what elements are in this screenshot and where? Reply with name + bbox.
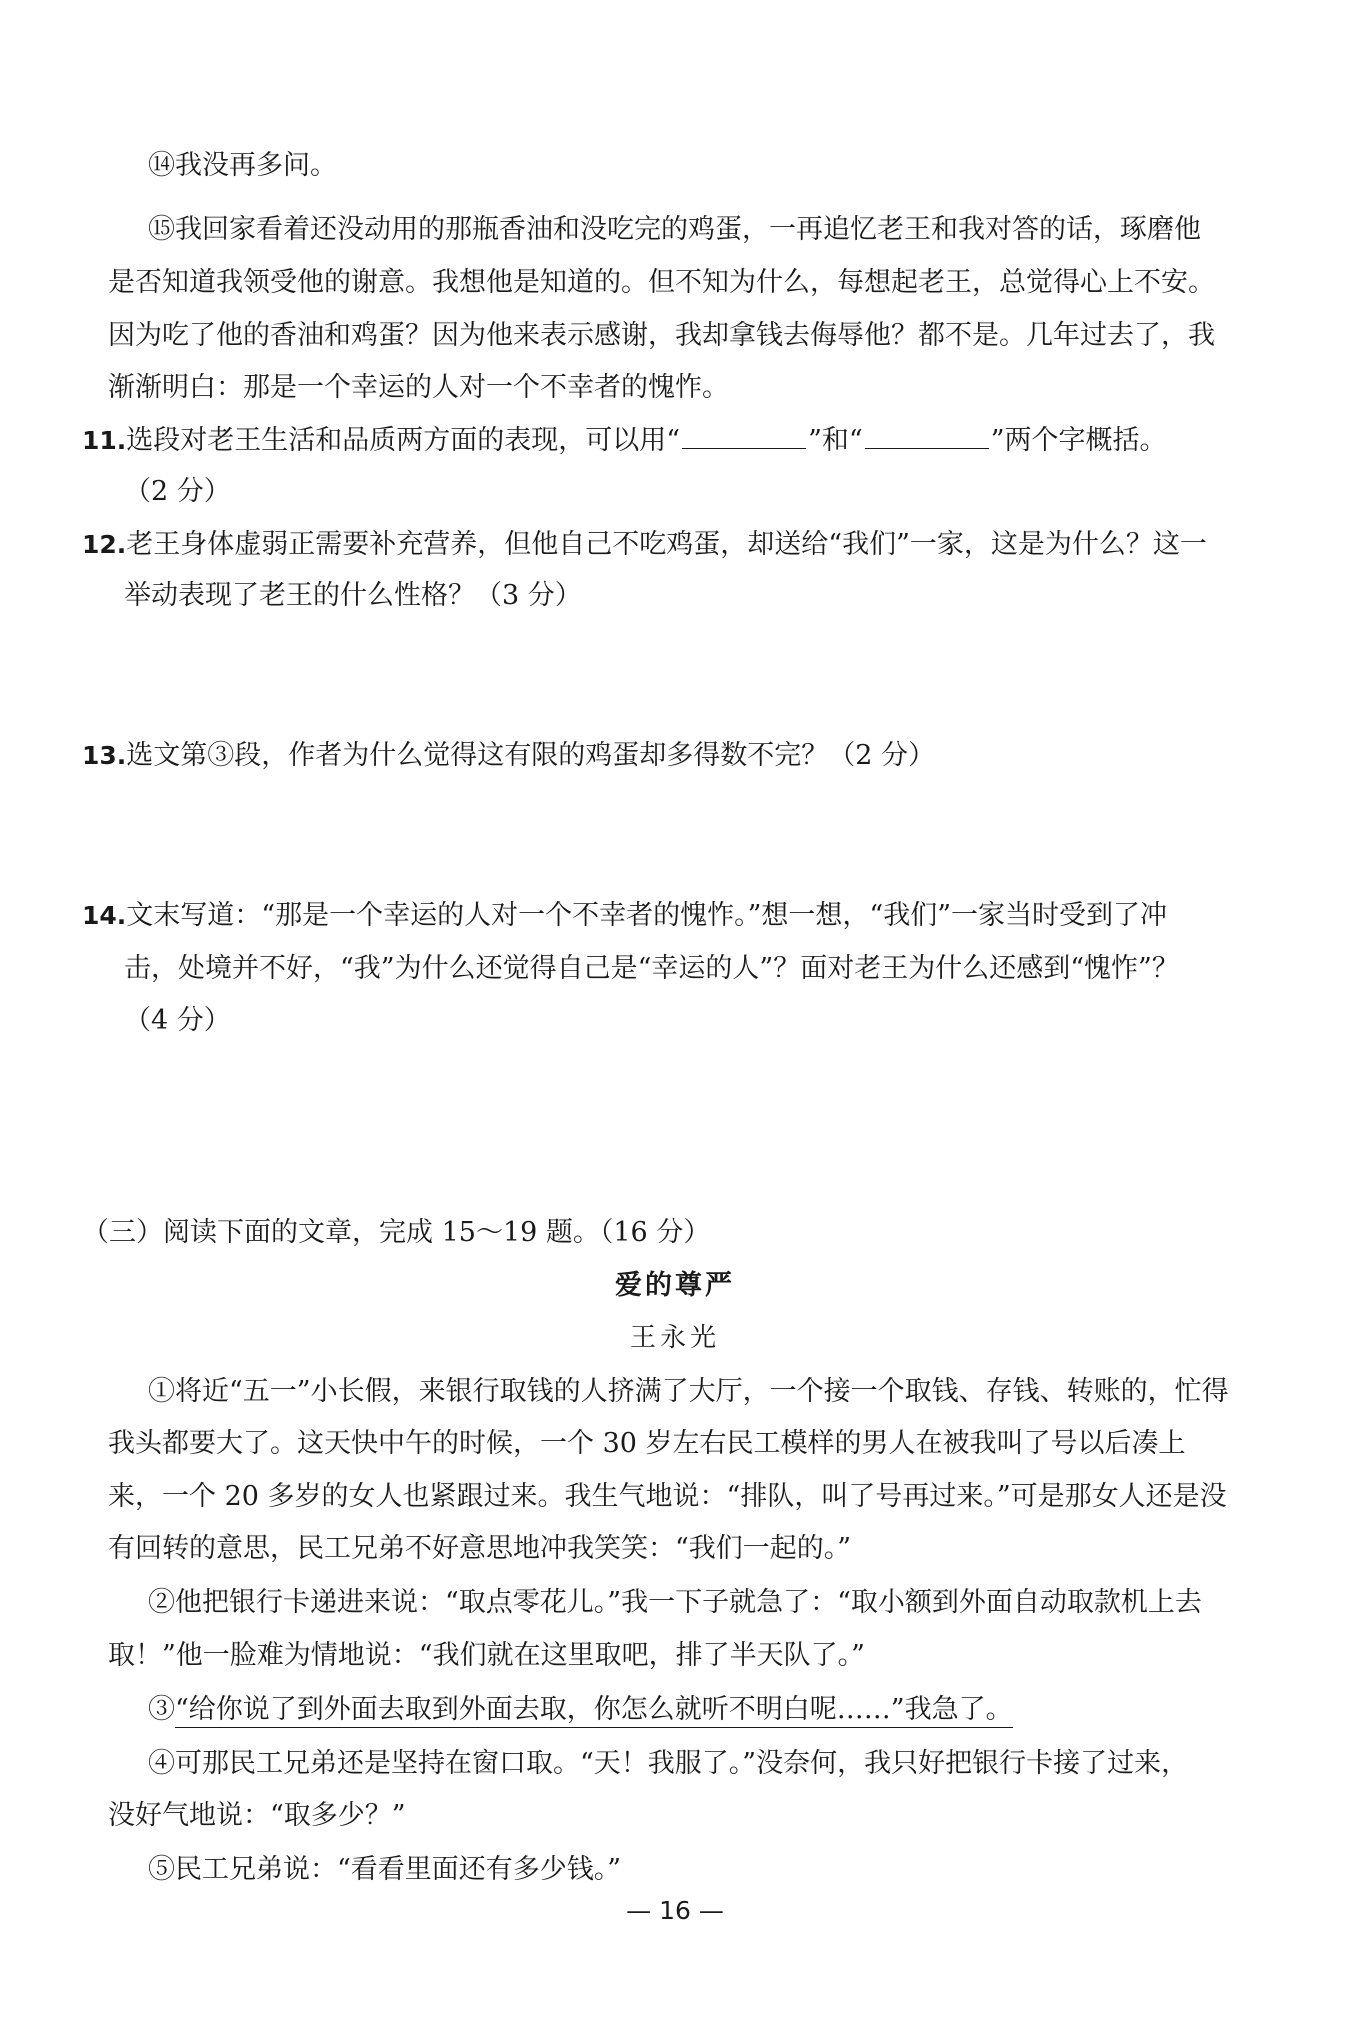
- question-11-text-1: 选段对老王生活和品质两方面的表现，可以用“: [126, 425, 681, 456]
- article-paragraph-1-line-4: 有回转的意思，民工兄弟不好意思地冲我笑笑：“我们一起的。”: [108, 1533, 852, 1564]
- article-paragraph-1-line-2: 我头都要大了。这天快中午的时候，一个 30 岁左右民工模样的男人在被我叫了号以后凑上: [108, 1428, 1186, 1459]
- underlined-sentence: “给你说了到外面去取到外面去取，你怎么就听不明白呢……”我急了。: [175, 1694, 1013, 1728]
- question-12-number: 12.: [82, 530, 127, 559]
- question-11-score: （2 分）: [124, 476, 231, 507]
- paragraph-15-line-2: 是否知道我领受他的谢意。我想他是知道的。但不知为什么，每想起老王，总觉得心上不安。: [108, 267, 1215, 298]
- question-12-line-1: 老王身体虚弱正需要补充营养，但他自己不吃鸡蛋，却送给“我们”一家，这是为什么？这一: [126, 529, 1207, 560]
- page-number: — 16 —: [626, 1896, 724, 1925]
- question-13-number: 13.: [82, 741, 127, 770]
- answer-blank-1[interactable]: [682, 422, 806, 449]
- question-13-line-1: 选文第③段，作者为什么觉得这有限的鸡蛋却多得数不完？（2 分）: [126, 740, 936, 771]
- question-12-line-2: 举动表现了老王的什么性格？（3 分）: [124, 580, 582, 611]
- question-14: [0, 898, 1350, 934]
- answer-blank-2[interactable]: [865, 422, 989, 449]
- question-11-text-3: ”两个字概括。: [990, 425, 1167, 456]
- article-paragraph-2-line-2: 取！”他一脸难为情地说：“我们就在这里取吧，排了半天队了。”: [108, 1640, 865, 1671]
- article-paragraph-3: [0, 1692, 1350, 1728]
- paragraph-15-line-1: ⑮我回家看着还没动用的那瓶香油和没吃完的鸡蛋，一再追忆老王和我对答的话，琢磨他: [148, 214, 1201, 245]
- question-14-line-2: 击，处境并不好，“我”为什么还觉得自己是“幸运的人”？面对老王为什么还感到“愧怍”？: [124, 953, 1179, 984]
- question-14-score: （4 分）: [124, 1005, 231, 1036]
- article-author: 王永光: [629, 1323, 720, 1353]
- question-14-line-1: 文末写道：“那是一个幸运的人对一个不幸者的愧怍。”想一想，“我们”一家当时受到了冲: [126, 900, 1168, 931]
- article-paragraph-4-line-2: 没好气地说：“取多少？”: [108, 1800, 406, 1831]
- article-paragraph-4-line-1: ④可那民工兄弟还是坚持在窗口取。“天！我服了。”没奈何，我只好把银行卡接了过来，: [148, 1748, 1189, 1779]
- article-paragraph-2-line-1: ②他把银行卡递进来说：“取点零花儿。”我一下子就急了：“取小额到外面自动取款机上去: [148, 1587, 1202, 1618]
- question-11-text-2: ”和“: [808, 425, 863, 456]
- question-12: [0, 527, 1350, 563]
- paragraph-3-marker: ③: [148, 1694, 175, 1725]
- paragraph-14: ⑭我没再多问。: [148, 150, 337, 181]
- question-11: [0, 422, 1350, 459]
- article-paragraph-1-line-3: 来，一个 20 多岁的女人也紧跟过来。我生气地说：“排队，叫了号再过来。”可是那女人还是没: [108, 1481, 1227, 1512]
- paragraph-15-line-3: 因为吃了他的香油和鸡蛋？因为他来表示感谢，我却拿钱去侮辱他？都不是。几年过去了，我: [108, 320, 1215, 351]
- question-13: [0, 738, 1350, 774]
- paragraph-15-line-4: 渐渐明白：那是一个幸运的人对一个不幸者的愧怍。: [108, 372, 729, 403]
- article-title: 爱的尊严: [615, 1270, 735, 1301]
- section-3-intro: （三）阅读下面的文章，完成 15～19 题。（16 分）: [82, 1217, 711, 1248]
- question-14-number: 14.: [82, 901, 127, 930]
- article-paragraph-1-line-1: ①将近“五一”小长假，来银行取钱的人挤满了大厅，一个接一个取钱、存钱、转账的，忙得: [148, 1376, 1229, 1407]
- question-11-number: 11.: [82, 426, 127, 455]
- article-paragraph-5: ⑤民工兄弟说：“看看里面还有多少钱。”: [148, 1854, 622, 1885]
